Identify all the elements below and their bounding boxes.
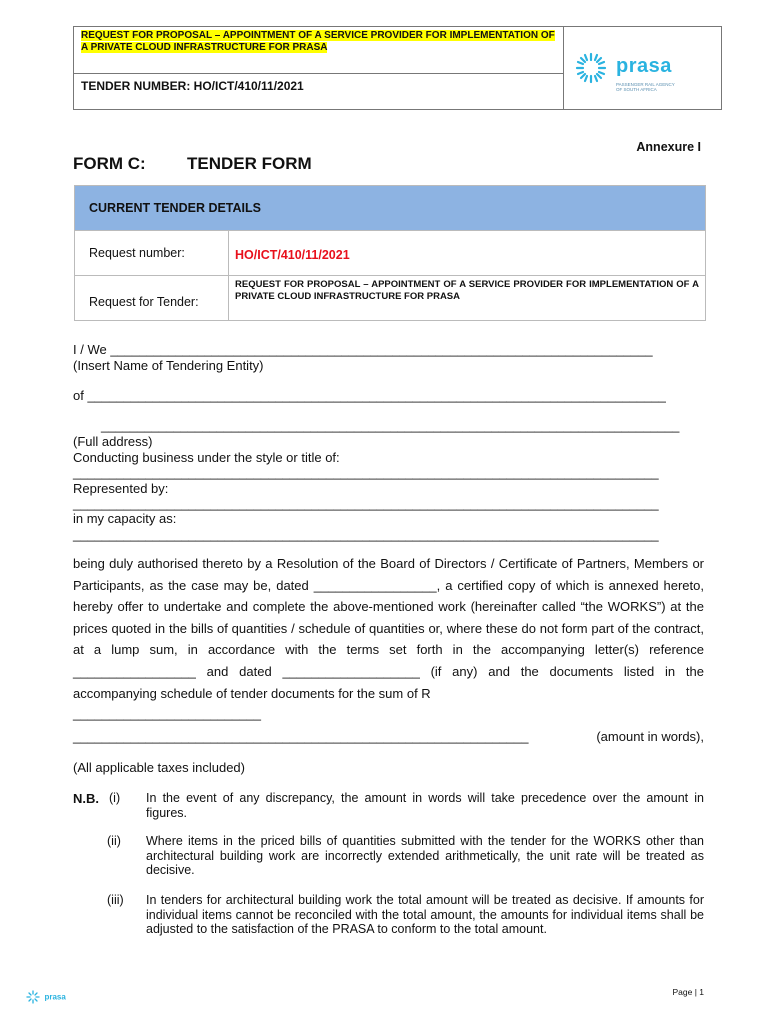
- amount-words-label: (amount in words),: [596, 729, 704, 744]
- represented-label: Represented by:: [73, 481, 169, 496]
- tender-details-table: [74, 185, 706, 321]
- nb-item-text: Where items in the priced bills of quantities submitted with the tender for the WORKS other than architectural building work are incorrectly extended arithmetically, the unit rate will be treated as decisive.: [146, 834, 704, 877]
- nb-item-text: In tenders for architectural building work the total amount will be treated as decisive. If amounts for individual items cannot be reconciled with the total amount, the amounts for individual items shall be adjusted to the satisfaction of the PRASA to conform to the total amount.: [146, 893, 704, 936]
- header-title-text: REQUEST FOR PROPOSAL – APPOINTMENT OF A SERVICE PROVIDER FOR IMPLEMENTATION OF A PRIVATE CLOUD INFRASTRUCTURE FOR PRASA: [81, 30, 555, 53]
- table-cell-label: [75, 276, 229, 320]
- table-cell-value: [235, 246, 699, 264]
- logo-tagline: [616, 82, 675, 92]
- form-title: [73, 154, 312, 174]
- amount-words-line: _______________________________________________________________: [73, 729, 529, 744]
- table-row: [75, 276, 705, 320]
- conducting-label: Conducting business under the style or title of:: [73, 450, 340, 465]
- footer-logo-text: prasa: [44, 992, 66, 1002]
- header-title-cell: [74, 27, 564, 109]
- header-divider: [74, 73, 563, 74]
- logo-wordmark: prasa: [616, 55, 672, 77]
- page-number: Page | 1: [672, 987, 704, 997]
- table-row: [75, 231, 705, 276]
- prasa-sunburst-icon: [574, 51, 608, 85]
- table-cell-label: [75, 231, 229, 275]
- nb-item-number: (iii): [107, 893, 124, 907]
- table-heading: [75, 186, 705, 231]
- address-hint: (Full address): [73, 434, 153, 449]
- nb-label: N.B.: [73, 791, 99, 806]
- form-label: FORM C:: [73, 154, 146, 173]
- entity-hint: (Insert Name of Tendering Entity): [73, 358, 264, 373]
- logo-tagline-2: OF SOUTH AFRICA: [616, 87, 657, 92]
- nb-item-number: (ii): [107, 834, 121, 848]
- capacity-line: _________________________________________________________________________________: [73, 527, 659, 542]
- represented-line: _________________________________________________________________________________: [73, 496, 659, 511]
- form-title-text: TENDER FORM: [187, 154, 312, 173]
- nb-item-number: (i): [109, 791, 121, 805]
- table-heading-text: CURRENT TENDER DETAILS: [89, 201, 261, 215]
- request-number-value: HO/ICT/410/11/2021: [235, 248, 350, 262]
- annexure-label: Annexure I: [636, 140, 701, 154]
- request-for-tender-value: REQUEST FOR PROPOSAL – APPOINTMENT OF A SERVICE PROVIDER FOR IMPLEMENTATION OF A PRIVATE CLOUD INFRASTRUCTURE FOR PRASA: [235, 279, 699, 302]
- nb-item-text: In the event of any discrepancy, the amount in words will take precedence over the amount in figures.: [146, 791, 704, 820]
- prasa-logo: [574, 45, 714, 101]
- logo-tagline-1: PASSENGER RAIL AGENCY: [616, 82, 675, 87]
- offer-paragraph: being duly authorised thereto by a Resolution of the Board of Directors / Certificate of Partners, Members or Participants, as the case may be, dated _________________, a certified copy of which is annexed hereto, hereby offer to undertake and complete the above-mentioned work (hereinafter called “the WORKS”) at the prices quoted in the bills of quantities / schedule of quantities or, where these do not form part of the contract, at a lump sum, in accordance with the terms set forth in the accompanying letter(s) reference _________________ and dated ___________________ (if any) and the documents listed in the accompanying schedule of tender documents for the sum of R: [73, 556, 704, 701]
- amount-line: __________________________: [73, 706, 261, 721]
- header-title: [81, 30, 557, 53]
- conducting-line: _________________________________________________________________________________: [73, 465, 659, 480]
- capacity-label: in my capacity as:: [73, 511, 177, 526]
- document-header: [73, 26, 722, 110]
- request-number-label: Request number:: [89, 246, 185, 260]
- taxes-note: (All applicable taxes included): [73, 760, 245, 775]
- request-for-tender-label: Request for Tender:: [89, 295, 199, 309]
- footer-logo: [26, 988, 66, 1006]
- address-line-2: ________________________________________________________________________________: [101, 418, 680, 433]
- of-line: of ________________________________________________________________________________: [73, 388, 666, 403]
- iwe-line: I / We ___________________________________________________________________________: [73, 342, 653, 357]
- tender-number: TENDER NUMBER: HO/ICT/410/11/2021: [81, 79, 304, 93]
- footer-sunburst-icon: [26, 990, 40, 1004]
